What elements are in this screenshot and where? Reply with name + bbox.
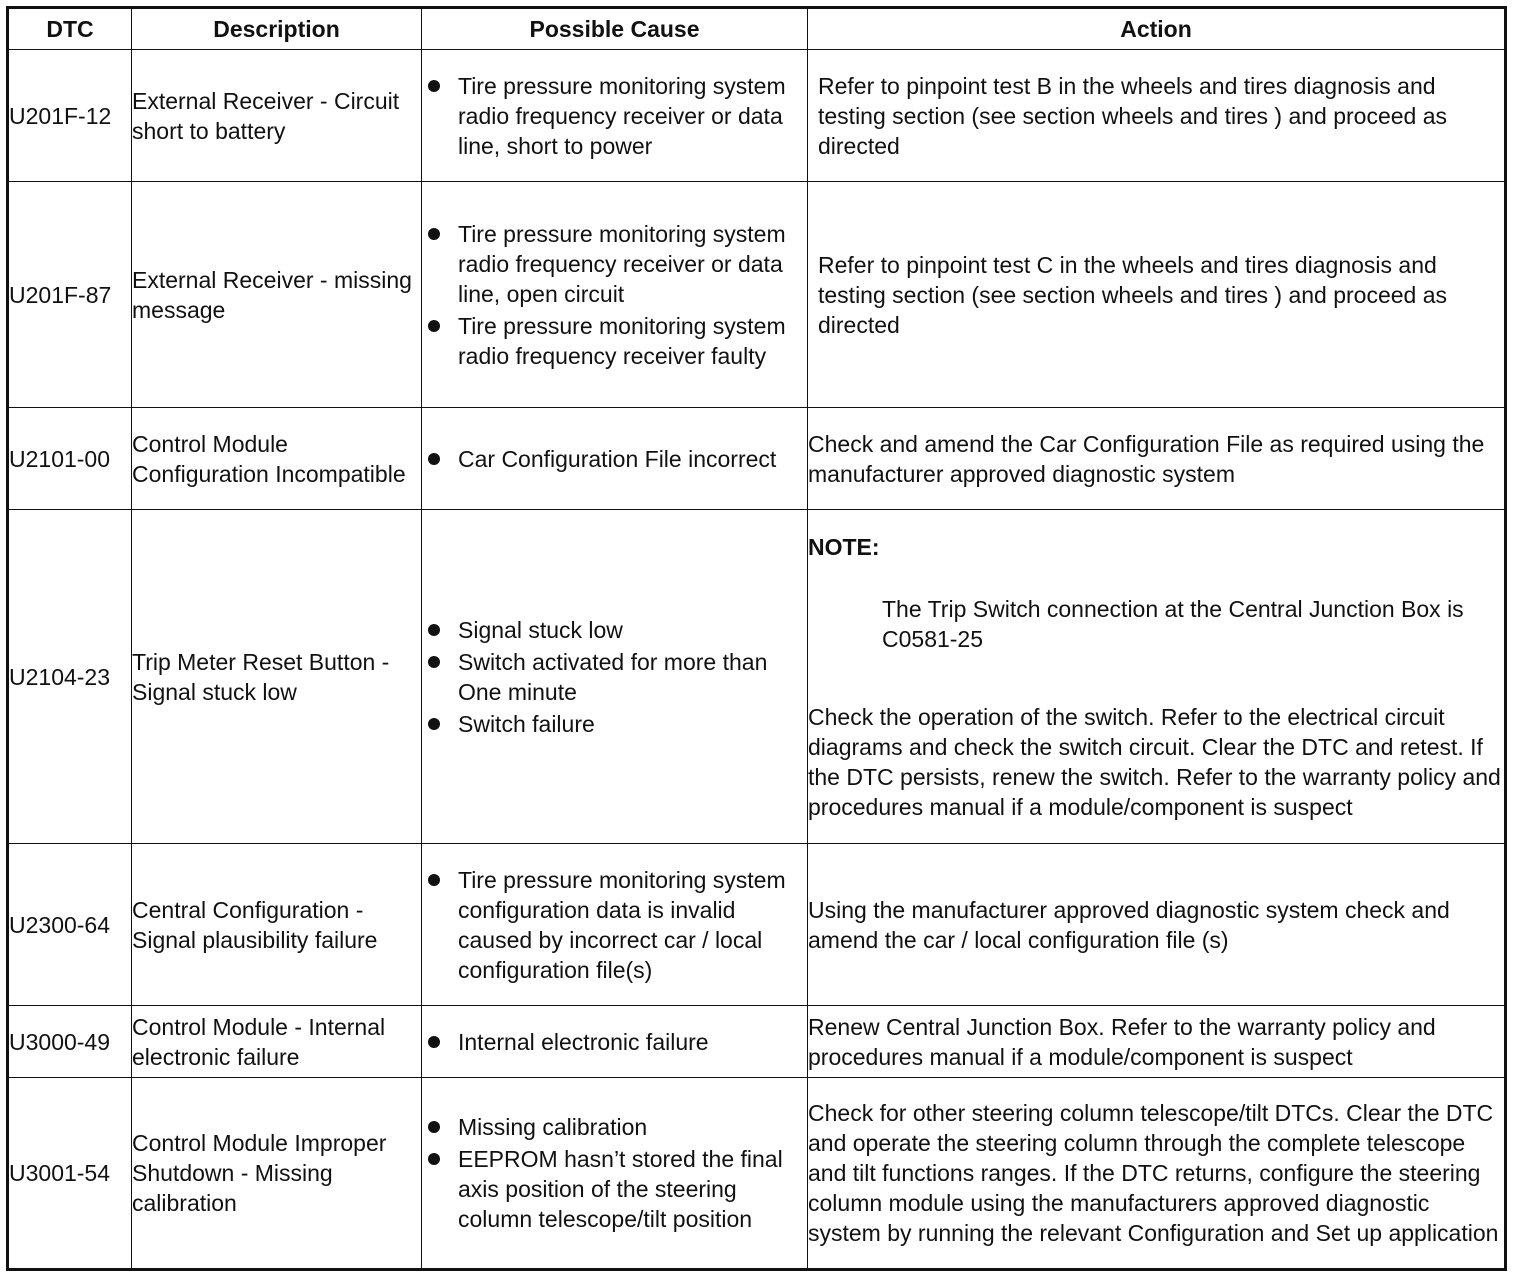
cause-item: Tire pressure monitoring system radio frequency receiver faulty: [422, 311, 807, 371]
dtc-description: Control Module - Internal electronic failure: [132, 1006, 422, 1078]
cause-item: EEPROM hasn’t stored the final axis position of the steering column telescope/tilt position: [422, 1144, 807, 1234]
header-dtc: DTC: [8, 8, 132, 50]
dtc-description: External Receiver - Circuit short to battery: [132, 50, 422, 182]
table-row: [8, 408, 1506, 510]
note-text: The Trip Switch connection at the Central Junction Box is C0581-25: [882, 595, 1464, 652]
header-action: Action: [808, 8, 1506, 50]
action-cell: [808, 510, 1506, 844]
action-text: Check for other steering column telescope/tilt DTCs. Clear the DTC and operate the steering column through the complete telescope and tilt functions ranges. If the DTC returns, configure the steering column module using the manufacturers approved diagnostic system by running the relevant Configuration and Set up application: [808, 1078, 1506, 1270]
dtc-code: U3000-49: [8, 1006, 132, 1078]
table-row: [8, 182, 1506, 408]
possible-cause-cell: [422, 408, 808, 510]
dtc-code: U2101-00: [8, 408, 132, 510]
possible-cause-cell: [422, 50, 808, 182]
possible-cause-cell: [422, 510, 808, 844]
dtc-description: Central Configuration - Signal plausibility failure: [132, 844, 422, 1006]
table-row: [8, 1006, 1506, 1078]
cause-item: Tire pressure monitoring system configuration data is invalid caused by incorrect car / local configuration file(s): [422, 865, 807, 985]
cause-item: Switch activated for more than One minute: [422, 647, 807, 707]
cause-item: Tire pressure monitoring system radio frequency receiver or data line, open circuit: [422, 219, 807, 309]
possible-cause-cell: [422, 844, 808, 1006]
dtc-code: U2300-64: [8, 844, 132, 1006]
dtc-description: Trip Meter Reset Button - Signal stuck low: [132, 510, 422, 844]
table-row: [8, 1078, 1506, 1270]
cause-item: Internal electronic failure: [422, 1027, 807, 1057]
cause-item: Tire pressure monitoring system radio frequency receiver or data line, short to power: [422, 71, 807, 161]
table-row: [8, 50, 1506, 182]
possible-cause-cell: [422, 182, 808, 408]
note-label: NOTE:: [808, 533, 880, 560]
header-description: Description: [132, 8, 422, 50]
action-text: Renew Central Junction Box. Refer to the warranty policy and procedures manual if a module/component is suspect: [808, 1006, 1506, 1078]
cause-item: Switch failure: [422, 709, 807, 739]
dtc-code: U2104-23: [8, 510, 132, 844]
cause-item: Signal stuck low: [422, 615, 807, 645]
table-row: [8, 510, 1506, 844]
dtc-description: External Receiver - missing message: [132, 182, 422, 408]
possible-cause-cell: [422, 1078, 808, 1270]
dtc-description: Control Module Configuration Incompatible: [132, 408, 422, 510]
dtc-description: Control Module Improper Shutdown - Missing calibration: [132, 1078, 422, 1270]
dtc-code: U201F-12: [8, 50, 132, 182]
header-possible-cause: Possible Cause: [422, 8, 808, 50]
dtc-code: U3001-54: [8, 1078, 132, 1270]
dtc-table: [6, 6, 1507, 1271]
possible-cause-cell: [422, 1006, 808, 1078]
action-text: Refer to pinpoint test C in the wheels and tires diagnosis and testing section (see section wheels and tires ) and proceed as directed: [808, 182, 1506, 408]
action-text: Refer to pinpoint test B in the wheels and tires diagnosis and testing section (see section wheels and tires ) and proceed as directed: [808, 50, 1506, 182]
action-text: Check the operation of the switch. Refer to the electrical circuit diagrams and check the switch circuit. Clear the DTC and retest. If the DTC persists, renew the switch. Refer to the warranty policy and procedures manual if a module/component is suspect: [808, 703, 1501, 820]
header-row: [8, 8, 1506, 50]
dtc-code: U201F-87: [8, 182, 132, 408]
cause-item: Car Configuration File incorrect: [422, 444, 807, 474]
table-row: [8, 844, 1506, 1006]
cause-item: Missing calibration: [422, 1112, 807, 1142]
action-text: Check and amend the Car Configuration File as required using the manufacturer approved diagnostic system: [808, 408, 1506, 510]
action-text: Using the manufacturer approved diagnostic system check and amend the car / local configuration file (s): [808, 844, 1506, 1006]
